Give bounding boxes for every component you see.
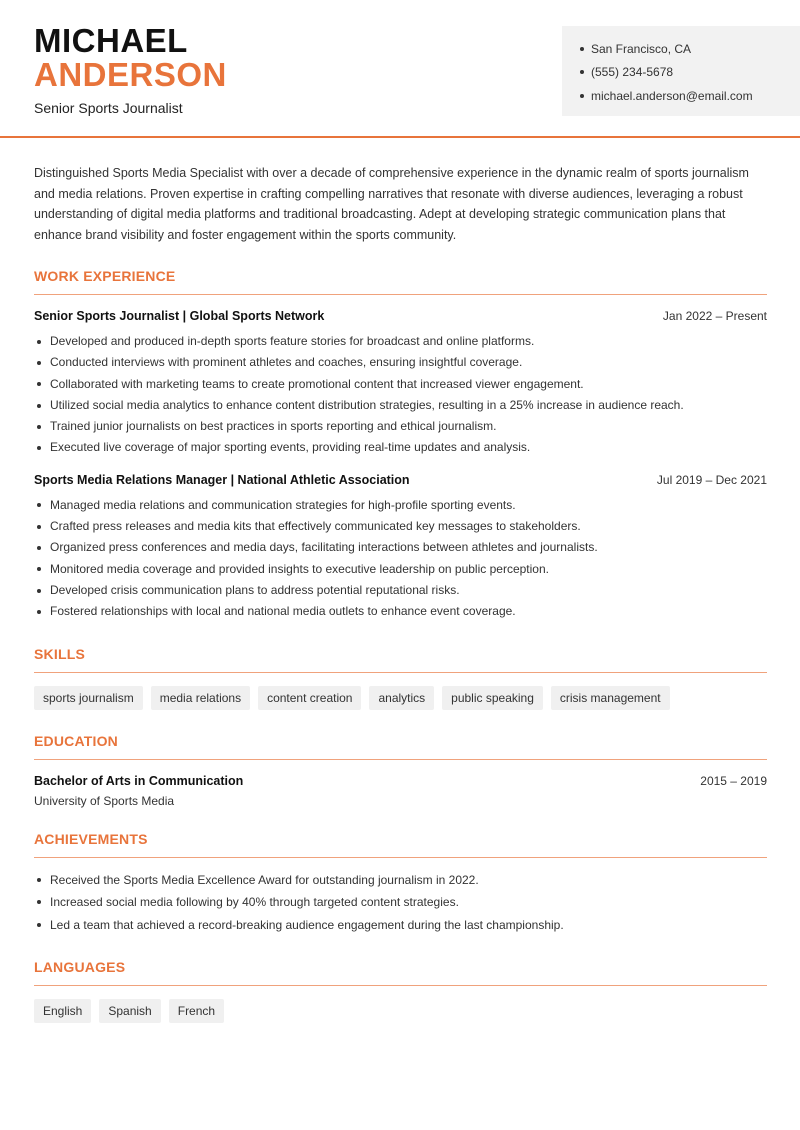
bullet-icon	[37, 525, 41, 529]
job-dates: Jan 2022 – Present	[662, 309, 767, 323]
bullet-icon	[580, 70, 584, 74]
section-title-languages: LANGUAGES	[34, 959, 767, 986]
job-dates: Jul 2019 – Dec 2021	[656, 472, 767, 487]
education-section	[34, 733, 767, 808]
job-role: Sports Media Relations Manager | National Athletic Association	[34, 472, 410, 487]
contact-phone	[580, 61, 800, 85]
list-item	[34, 437, 767, 458]
education-dates: 2015 – 2019	[700, 773, 767, 788]
achievements-section	[34, 831, 767, 937]
bullet-text: Received the Sports Media Excellence Award for outstanding journalism in 2022.	[50, 872, 479, 887]
list-item	[34, 331, 767, 352]
contact-email-text: michael.anderson@email.com	[591, 88, 753, 103]
skills-tags	[34, 686, 767, 710]
job-title: Senior Sports Journalist	[34, 100, 183, 116]
list-item	[34, 914, 767, 937]
bullet-icon	[37, 923, 41, 927]
bullet-text: Conducted interviews with prominent athletes and coaches, ensuring insightful coverage.	[50, 355, 523, 370]
skill-tag: analytics	[369, 686, 434, 710]
summary: Distinguished Sports Media Specialist with over a decade of comprehensive experience in the dynamic realm of sports journalism and media relations. Proven expertise in crafting compelling narratives that resonate with diverse audiences, leveraging a robust understanding of digital media platforms and traditional broadcasting. Adept at developing strategic communication plans that enhance brand visibility and foster engagement within the sports community.	[34, 166, 749, 242]
bullet-text: Managed media relations and communication strategies for high-profile sporting events.	[50, 497, 516, 512]
job-header	[34, 309, 767, 323]
first-name: MICHAEL	[34, 22, 188, 59]
bullet-icon	[37, 589, 41, 593]
list-item	[34, 495, 767, 516]
language-tag: English	[34, 999, 91, 1023]
bullet-text: Developed crisis communication plans to address potential reputational risks.	[50, 582, 460, 597]
skill-tag: media relations	[151, 686, 250, 710]
education-degree: Bachelor of Arts in Communication	[34, 773, 244, 788]
bullet-text: Monitored media coverage and provided insights to executive leadership on public perception.	[50, 561, 549, 576]
bullet-icon	[580, 94, 584, 98]
job-entry	[34, 473, 767, 623]
education-school: University of Sports Media	[34, 793, 175, 808]
list-item	[34, 395, 767, 416]
bullet-text: Developed and produced in-depth sports feature stories for broadcast and online platforms.	[50, 334, 535, 348]
job-entry	[34, 309, 767, 459]
list-item	[34, 869, 767, 892]
contact-phone-text: (555) 234-5678	[591, 65, 674, 80]
education-entry	[34, 774, 767, 808]
language-tag: Spanish	[99, 999, 160, 1023]
bullet-icon	[37, 404, 41, 408]
list-item	[34, 891, 767, 914]
job-role: Senior Sports Journalist | Global Sports Network	[34, 309, 325, 323]
bullet-icon	[580, 47, 584, 51]
bullet-text: Increased social media following by 40% through targeted content strategies.	[50, 895, 459, 910]
list-item	[34, 352, 767, 373]
bullet-icon	[37, 610, 41, 614]
job-bullets	[34, 331, 767, 459]
bullet-text: Organized press conferences and media days, facilitating interactions between athletes and journalists.	[50, 540, 598, 555]
languages-section	[34, 959, 767, 1023]
bullet-icon	[37, 503, 41, 507]
bullet-icon	[37, 425, 41, 429]
bullet-icon	[37, 361, 41, 365]
bullet-text: Fostered relationships with local and national media outlets to enhance event coverage.	[50, 604, 516, 619]
skill-tag: crisis management	[551, 686, 670, 710]
bullet-icon	[37, 567, 41, 571]
bullet-icon	[37, 340, 41, 344]
education-header	[34, 774, 767, 788]
list-item	[34, 559, 767, 580]
bullet-text: Utilized social media analytics to enhance content distribution strategies, resulting in a 25% increase in audience reach.	[50, 397, 684, 412]
last-name: ANDERSON	[34, 56, 227, 93]
contact-location-text: San Francisco, CA	[591, 41, 692, 56]
bullet-icon	[37, 878, 41, 882]
section-title-education: EDUCATION	[34, 733, 767, 760]
resume-content	[34, 163, 767, 1023]
work-experience-section	[34, 268, 767, 623]
list-item	[34, 537, 767, 558]
language-tags	[34, 999, 767, 1023]
resume-header	[0, 0, 800, 138]
section-title-skills: SKILLS	[34, 646, 767, 673]
contact-box	[562, 26, 800, 116]
bullet-text: Trained junior journalists on best practices in sports reporting and ethical journalism.	[50, 419, 497, 434]
section-title-work: WORK EXPERIENCE	[34, 268, 767, 295]
skills-section	[34, 646, 767, 710]
bullet-text: Executed live coverage of major sporting events, providing real-time updates and analysis.	[50, 440, 531, 455]
bullet-icon	[37, 382, 41, 386]
contact-location	[580, 37, 800, 61]
skill-tag: public speaking	[442, 686, 543, 710]
skill-tag: sports journalism	[34, 686, 143, 710]
job-bullets	[34, 495, 767, 623]
bullet-text: Collaborated with marketing teams to create promotional content that increased viewer engagement.	[50, 376, 584, 391]
bullet-text: Crafted press releases and media kits that effectively communicated key messages to stakeholders.	[50, 519, 581, 534]
list-item	[34, 580, 767, 601]
bullet-icon	[37, 900, 41, 904]
language-tag: French	[169, 999, 224, 1023]
list-item	[34, 601, 767, 622]
section-title-achievements: ACHIEVEMENTS	[34, 831, 767, 858]
bullet-icon	[37, 546, 41, 550]
bullet-text: Led a team that achieved a record-breaking audience engagement during the last championship.	[50, 917, 564, 932]
list-item	[34, 516, 767, 537]
bullet-icon	[37, 446, 41, 450]
job-header	[34, 473, 767, 487]
list-item	[34, 374, 767, 395]
contact-email	[580, 84, 800, 108]
skill-tag: content creation	[258, 686, 361, 710]
achievements-list	[34, 869, 767, 937]
list-item	[34, 416, 767, 437]
